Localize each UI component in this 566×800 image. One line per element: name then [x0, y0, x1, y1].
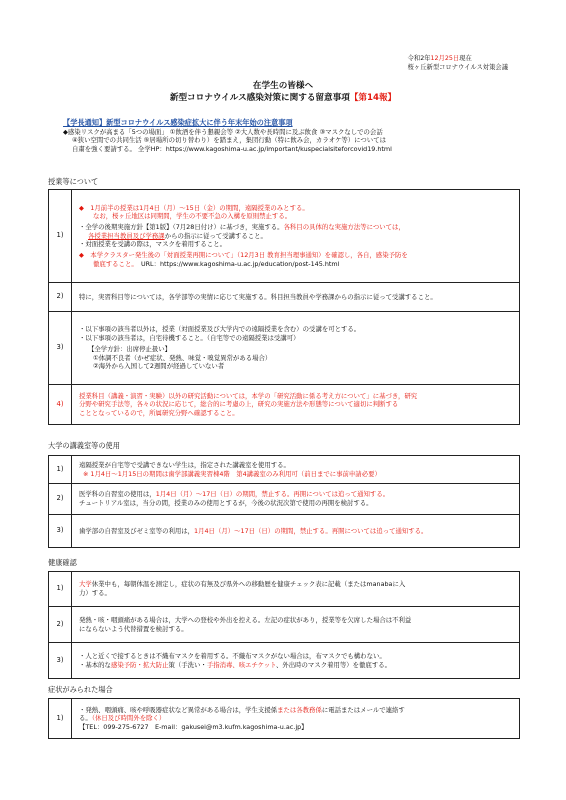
- notice-line-3: 自粛を強く要請する。 全学HP：https://www.kagoshima-u.ac.jp/important/kuspecialsiteforcovid19.html: [72, 145, 392, 153]
- policy-line: ・全学の後期実施方針【第1版】（7月28日付け）に基づき，実施する。各科目の具体的な実施方法等については，: [79, 223, 405, 232]
- table-row: [49, 456, 520, 484]
- row-number: 3): [49, 515, 72, 548]
- issue-header: [408, 54, 508, 72]
- row-content: ・発熱、咽頭痛、咳や呼吸器症状など異常がある場合は，学生支援係または各教務係に電話またはメールで連絡す る。（休日及び時間外を除く） 【TEL：099-275-6727 E-mail：gakusei@m3.kufm.kagoshima-u.ac.jp】: [72, 699, 520, 739]
- issuing-organization: 桜ヶ丘新型コロナウイルス対策会議: [407, 64, 508, 72]
- row-content: [72, 190, 520, 283]
- row-number: 1): [49, 190, 72, 283]
- instructor-instruction: 各授業担当教員及び学務課からの指示に従って受講すること。: [88, 231, 267, 240]
- notice-heading: 【学長通知】新型コロナウイルス感染症拡大に伴う年末年始の注意事項: [63, 118, 293, 127]
- classes-table: [48, 189, 520, 425]
- row-number: 2): [49, 607, 72, 643]
- table-row: [49, 190, 520, 283]
- notice-line-2: ④狭い空間での共同生活 ⑤居場所の切り替わり）を踏まえ，集団行動（特に飲み会，カラオケ等）については: [72, 136, 386, 145]
- row-number: 1): [49, 699, 72, 739]
- row-content: ・以下事項の該当者以外は，授業（対面授業及び大学内での遠隔授業を含む）の受講を可とする。 ・以下事項の該当者は，自宅待機すること。（自宅等での遠隔授業は受講可） 【全学方針：出席停止扱い】 ①体調不良者（かぜ症状、発熱、味覚・嗅覚異常がある場合） ②海外から入国して2週間が経過していない者: [72, 312, 520, 385]
- table-row: [49, 607, 520, 643]
- rooms-table: [48, 455, 520, 548]
- health-table: [48, 571, 520, 679]
- president-notice: [63, 118, 513, 154]
- row-number: 3): [49, 312, 72, 385]
- row-number: 4): [49, 385, 72, 425]
- table-row: [49, 699, 520, 739]
- row-content: 発熱・咳・咽頭痛がある場合は，大学への登校や外出を控える。左記の症状があり，授業等を欠席した場合は不利益 にならないよう代替措置を検討する。: [72, 607, 520, 643]
- row-content: 特に，実習科目等については，各学部等の実情に応じて実施する。科目担当教員や学務課からの指示に従って受講すること。: [72, 283, 520, 312]
- row-content: 授業科目（講義・演習・実験）以外の研究活動については，本学の「研究活動に係る考え方について」に基づき，研究 分野や研究手法等，各々の状況に応じて，総合的に考慮の上，研究の実施方法や形態等について適切に判断する こととなっているので，所属研究分野へ確認すること。: [72, 385, 520, 425]
- section-title-health: 健康確認: [48, 558, 77, 567]
- section-title-classes: 授業等について: [48, 177, 99, 186]
- table-row: [49, 643, 520, 679]
- row-number: 2): [49, 484, 72, 515]
- table-row: [49, 312, 520, 385]
- campus-entry-ban: なお，桜ヶ丘地区は同期間，学生の不要不急の入構を原則禁止する。: [93, 212, 292, 221]
- table-row: [49, 572, 520, 607]
- row-number: 1): [49, 456, 72, 484]
- cluster-notice: ◆ 本学クラスター発生後の「対面授業再開について」（12月3日 教育担当理事通知）を確認し，各自，感染予防を: [79, 250, 408, 259]
- row-content: 大学休業中も，毎朝体温を測定し，症状の有無及び県外への移動歴を健康チェック表に記載（またはmanabaに入 力）する。: [72, 572, 520, 607]
- table-row: [49, 515, 520, 548]
- cluster-notice-cont: 徹底すること。 URL：https://www.kagoshima-u.ac.jp/education/post-145.html: [93, 259, 340, 268]
- mask-line: ・対面授業を受講の際は，マスクを着用すること。: [79, 240, 226, 249]
- row-number: 2): [49, 283, 72, 312]
- document-title: [0, 80, 566, 104]
- row-number: 1): [49, 572, 72, 607]
- section-title-symptoms: 症状がみられた場合: [48, 685, 113, 694]
- row-number: 3): [49, 643, 72, 679]
- notice-line-1: ◆感染リスクが高まる「5つの場面」 ①飲酒を伴う懇親会等 ②大人数や長時間に及ぶ飲食 ③マスクなしでの会話: [63, 127, 383, 136]
- contact-info[interactable]: 【TEL：099-275-6727 E-mail：gakusei@m3.kufm.kagoshima-u.ac.jp】: [79, 722, 308, 731]
- row-content: 医学科の自習室の使用は，1月4日（月）～17日（日）の期間，禁止する。再開については追って通知する。 チュートリアル室は，当分の間，授業のみの使用とするが，今後の状況次第で使用の再開を検討する。: [72, 484, 520, 515]
- symptoms-table: [48, 698, 520, 739]
- issue-date: 令和2年12月25日現在: [407, 55, 472, 62]
- row-content: 遠隔授業が自宅等で受講できない学生は，指定された講義室を使用する。 ※ 1月4日～1月15日の期間は歯学部講義実習棟4階 第4講義室のみ利用可（前日までに事前申請必要）: [72, 456, 520, 484]
- section-title-rooms: 大学の講義室等の使用: [48, 441, 120, 450]
- remote-only-notice: ◆ 1月前半の授業は1月4日（月）～15日（金）の期間，遠隔授業のみとする。: [79, 203, 309, 212]
- title-line-2: 新型コロナウイルス感染対策に関する留意事項【第14報】: [169, 93, 397, 104]
- row-content: 歯学部の自習室及びゼミ室等の利用は，1月4日（月）～17日（日）の期間，禁止する。再開については追って通知する。: [72, 515, 520, 548]
- table-row: [49, 385, 520, 425]
- issue-number: 【第14報】: [349, 93, 397, 104]
- cluster-url-link[interactable]: URL：https://www.kagoshima-u.ac.jp/education/post-145.html: [140, 259, 340, 268]
- table-row: [49, 484, 520, 515]
- table-row: [49, 283, 520, 312]
- title-line-1: 在学生の皆様へ: [252, 81, 314, 91]
- row-content: ・人と近くで接するときは不織布マスクを着用する。不織布マスクがない場合は，布マスクでも構わない。 ・基本的な感染予防・拡大防止策（手洗い・手指消毒、咳エチケット、外出時のマスク着用等）を徹底する。: [72, 643, 520, 679]
